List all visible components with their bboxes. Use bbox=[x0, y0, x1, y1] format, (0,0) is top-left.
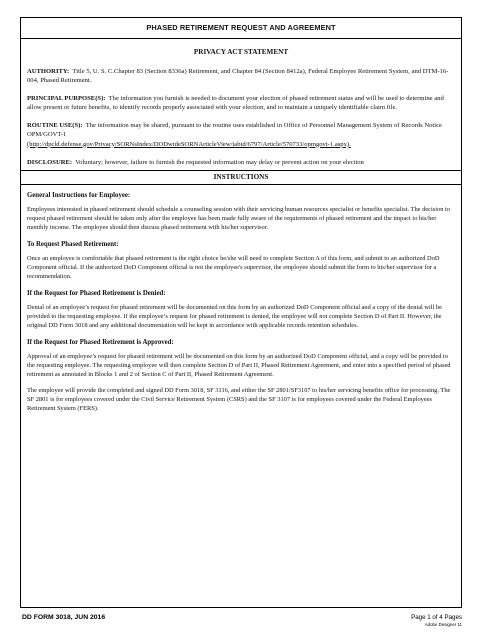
section-title-denied: If the Request for Phased Retirement is Denied: bbox=[27, 289, 166, 297]
disclosure-text: Voluntary; however, failure to furnish the requested information may delay or prevent action on your election bbox=[75, 158, 364, 166]
section-body-denied: Denial of an employee’s request for phased retirement will be documented on this form by an authorized DoD Component official and a copy of the denial will be provided to the requesting employee. If the employee’s request for phased retirement is denied, the employee will not complete Section D of Part II. However, the original DD Form 3018 and any additional documentation will be kept in accordance with applicable records retention schedules. bbox=[27, 303, 442, 329]
page-number: Page 1 of 4 Pages bbox=[411, 614, 462, 621]
privacy-act-heading: PRIVACY ACT STATEMENT bbox=[193, 48, 289, 56]
section-body-approved-1: Approval of an employee’s request for phased retirement will be documented on this form by an authorized DoD Component official, and a copy will be provided to the requesting employee. The requesting employee will then complete Section D of Part II, Phased Retirement Agreement, and enter into a specified period of phased retirement as annotated in Blocks 1 and 2 of Section C of Part II, Phased Retirement Agreement. bbox=[27, 352, 451, 378]
authority-paragraph bbox=[27, 67, 455, 85]
page-info bbox=[411, 614, 462, 628]
disclosure-label: DISCLOSURE: bbox=[27, 158, 73, 166]
software-note: Adobe Designer 11 bbox=[424, 622, 462, 627]
authority-text: Title 5, U. S. C.Chapter 83 (Section 8336a) Retirement, and Chapter 84 (Section 8412a), Federal Employee Retirement System, and DTM-16-004, Phased Retirement. bbox=[27, 68, 449, 85]
form-id: DD FORM 3018, JUN 2016 bbox=[22, 614, 106, 621]
routine-use-label: ROUTINE USE(S): bbox=[27, 122, 83, 130]
disclosure-paragraph bbox=[27, 158, 455, 167]
section-body-request: Once an employee is comfortable that phased retirement is the right choice he/she will need to complete Section A of this form, and submit to an authorized DoD Component official. If the authorized DoD Component official is not the employee's supervisor, the employee should submit the form to his/her supervisor for a recommendation. bbox=[27, 254, 440, 280]
routine-use-text: The information may be shared, pursuant to the routine uses established in Office of Personnel Management System of Records Notice OPM/GOVT-1 bbox=[27, 122, 442, 139]
instructions-heading: INSTRUCTIONS bbox=[21, 170, 461, 185]
section-title-request: To Request Phased Retirement: bbox=[27, 240, 119, 248]
routine-use-paragraph bbox=[27, 121, 455, 148]
form-title: PHASED RETIREMENT REQUEST AND AGREEMENT bbox=[21, 18, 461, 39]
authority-label: AUTHORITY: bbox=[27, 68, 70, 75]
section-title-general: General Instructions for Employee: bbox=[27, 191, 131, 199]
purpose-paragraph bbox=[27, 94, 455, 112]
purpose-text: The information you furnish is needed to document your election of phased retirement status and will be used to determine and allow present or future benefits, to identify records properly associated with your election, and to maintain a uniquely identifiable claim file. bbox=[27, 95, 444, 112]
section-body-approved-2: The employee will provide the completed and signed DD Form 3018, SF 3116, and either the SF 2801/SF3107 to his/her servicing benefits office for processing. The SF 2801 is for employees covered under the Civil Service Retirement System (CSRS) and the SF 3107 is for employees covered under the Federal Employees Retirement System (FERS). bbox=[27, 386, 451, 412]
purpose-label: PRINCIPAL PURPOSE(S): bbox=[27, 95, 106, 103]
section-title-approved: If the Request for Phased Retirement is Approved: bbox=[27, 338, 174, 346]
section-body-general: Employees interested in phased retirement should schedule a counseling session with their servicing human resources specialist or benefits specialist. The decision to request phased retirement should be taken only after the employee has been made fully aware of the requirements of phased retirement and the impact to his/her monthly income. The employee should then discuss phased retirement with his/her supervisor. bbox=[27, 205, 450, 231]
sorn-link[interactable]: (http://dpcld.defense.gov/Privacy/SORNsIndex/DODwideSORNArticleView/tabid/6797/Article/570733/opmgovt-1.aspx). bbox=[27, 140, 351, 148]
form-page bbox=[20, 17, 462, 608]
